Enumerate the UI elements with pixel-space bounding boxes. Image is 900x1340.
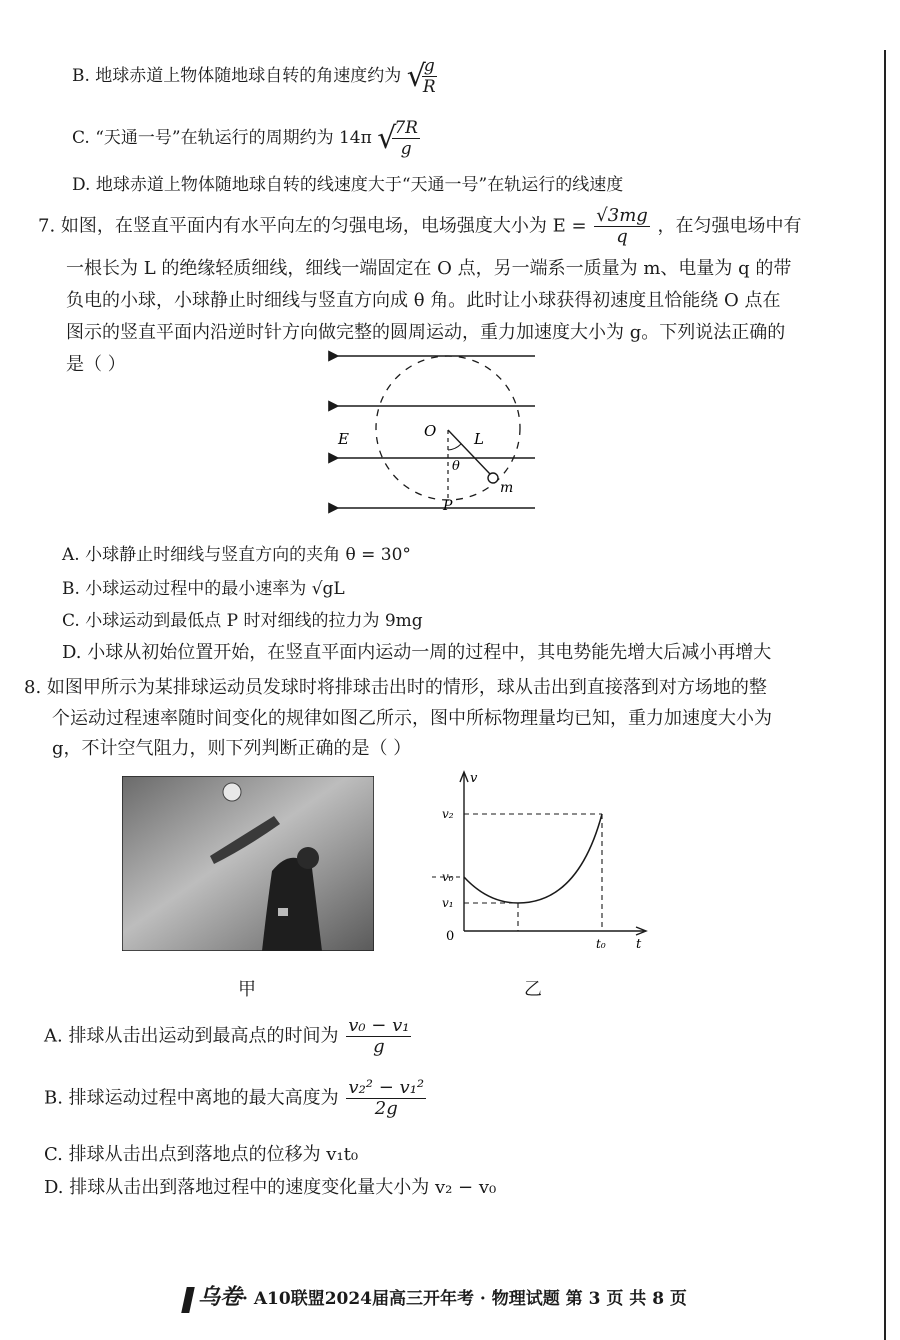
- label-P: P: [443, 498, 453, 514]
- q6-option-b: B. 地球赤道上物体随地球自转的角速度约为 √ $\frac{g}{R}$: [72, 56, 436, 97]
- label-O: O: [424, 422, 437, 440]
- page-edge-rule: [884, 50, 886, 1340]
- volleyball-player-photo: [122, 776, 374, 951]
- q8-option-a: A. 排球从击出运动到最高点的时间为 $\frac{\text{v₀ − v₁}}{g}$: [44, 1015, 410, 1057]
- q7-stem-line4: 图示的竖直平面内沿逆时针方向做完整的圆周运动，重力加速度大小为 g。下列说法正确的: [66, 322, 786, 343]
- label-E: E: [338, 430, 349, 448]
- q7-stem-line2: 一根长为 L 的绝缘轻质细线，细线一端固定在 O 点，另一端系一质量为 m、电量为 q 的带: [66, 258, 792, 279]
- q7-option-b: B. 小球运动过程中的最小速率为 √gL: [62, 579, 345, 599]
- label-m: m: [500, 480, 514, 496]
- label-theta: θ: [452, 459, 460, 474]
- label-t0: t₀: [596, 937, 606, 951]
- speed-time-graph: [418, 768, 658, 958]
- label-t: t: [636, 937, 642, 952]
- q6-option-d: D. 地球赤道上物体随地球自转的线速度大于“天通一号”在轨运行的线速度: [72, 175, 624, 195]
- q8-stem-line3: g，不计空气阻力，则下列判断正确的是（ ）: [52, 738, 412, 759]
- q7-option-a: A. 小球静止时细线与竖直方向的夹角 θ = 30°: [62, 545, 411, 565]
- label-v2: v₂: [442, 807, 454, 821]
- speed-curve: [464, 814, 602, 903]
- q7-stem-line1: 7. 如图，在竖直平面内有水平向左的匀强电场，电场强度大小为 E = $\frac{√3mg}{q}$ ，在匀强电场中有: [38, 205, 802, 247]
- q7-option-d: D. 小球从初始位置开始，在竖直平面内运动一周的过程中，其电势能先增大后减小再增大: [62, 642, 772, 663]
- caption-jia: 甲: [238, 979, 256, 1000]
- label-origin: 0: [446, 929, 455, 944]
- q7-stem-line5: 是（ ）: [66, 354, 126, 375]
- footer-logo: 乌卷: [198, 1284, 243, 1310]
- label-v0: v₀: [442, 870, 454, 884]
- q7-electric-field-figure: [320, 340, 550, 520]
- label-v1: v₁: [442, 896, 454, 910]
- page-footer: [184, 1280, 687, 1313]
- q8-option-b: B. 排球运动过程中离地的最大高度为 $\frac{\text{v₂² − v₁²}}{2g}$: [44, 1077, 425, 1119]
- logo-mark: [181, 1287, 195, 1313]
- q8-option-c: C. 排球从击出点到落地点的位移为 v₁t₀: [44, 1144, 359, 1165]
- caption-yi: 乙: [524, 979, 542, 1000]
- footer-text: · A10联盟2024届高三开年考 · 物理试题 第 3 页 共 8 页: [242, 1289, 687, 1309]
- ball: [488, 473, 498, 483]
- label-v: v: [470, 771, 478, 786]
- q7-option-c: C. 小球运动到最低点 P 时对细线的拉力为 9mg: [62, 611, 423, 631]
- angle-arc: [448, 444, 461, 450]
- q6-option-c: C. “天通一号”在轨运行的周期约为 14π √ $\frac{7R}{g}$: [72, 118, 418, 159]
- q8-stem-line2: 个运动过程速率随时间变化的规律如图乙所示，图中所标物理量均已知，重力加速度大小为: [52, 708, 772, 729]
- label-L: L: [474, 430, 484, 448]
- q8-option-d: D. 排球从击出到落地过程中的速度变化量大小为 v₂ − v₀: [44, 1177, 497, 1198]
- q7-stem-line3: 负电的小球，小球静止时细线与竖直方向成 θ 角。此时让小球获得初速度且恰能绕 O 点在: [66, 290, 781, 311]
- q8-stem-line1: 8. 如图甲所示为某排球运动员发球时将排球击出时的情形，球从击出到直接落到对方场地的整: [24, 677, 767, 698]
